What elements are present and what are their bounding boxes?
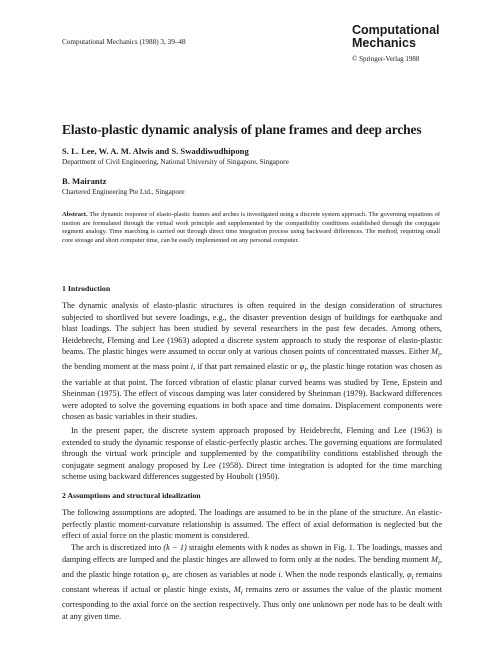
- text-run: , the plastic hinge rotation was chosen as the variable at that point. The forced vibration of elastic planar curved beams was studied by Tene, Epstein and Sheinman (1975). The effect of viscous damping was later considered by Sheinman (1979). Backward differences were adopted to solve the governing equations in both space and time domains. Displacement components were chosen as basic variables in their studies.: [62, 362, 443, 422]
- symbol-phi: φ: [299, 362, 305, 372]
- abstract: [62, 211, 440, 245]
- section-heading-introduction: 1 Introduction: [62, 284, 111, 293]
- intro-paragraph-1: [62, 300, 442, 423]
- assumptions-paragraph-2: [62, 542, 442, 622]
- authors-secondary: B. Mairantz: [62, 176, 107, 186]
- section-heading-assumptions: 2 Assumptions and structural idealization: [62, 491, 201, 500]
- text-run: , and the plastic hinge rotation: [62, 554, 442, 579]
- text-run: nodes as shown in Fig. 1. The loadings, masses and damping effects are lumped and the plastic hinges are allowed to form only at the nodes. The bending moment: [62, 543, 442, 564]
- symbol-sub-i: i: [438, 351, 440, 359]
- symbol-M: M: [431, 347, 439, 357]
- assumptions-paragraph-1: The following assumptions are adopted. The loadings are assumed to be in the plane of the structure. An elastic-perfectly plastic moment-curvature relationship is assumed. The effect of axial deformation is neglected but the effect of axial force on the plastic moment is considered.: [62, 508, 442, 541]
- affiliation-primary: Department of Civil Engineering, National University of Singapore, Singapore: [62, 158, 289, 166]
- journal-brand: [352, 24, 456, 63]
- brand-line-2: Mechanics: [352, 36, 416, 50]
- text-run: , are chosen as variables at node: [167, 569, 279, 579]
- symbol-sub-i: i: [304, 367, 307, 375]
- text-run: . When the node responds elastically,: [280, 569, 408, 579]
- abstract-text: The dynamic response of elasto-plastic frames and arches is investigated using a discrete system approach. The governing equations of motion are formulated through the virtual work principle and supplemented by the compatibility conditions established through the conjugate segment analogy. Time marching is carried out through direct time integration process using backward differences. The method, requiring small core storage and short computer time, can be easily implemented on any personal computer.: [62, 211, 440, 244]
- symbol-sub-i: i: [438, 559, 440, 567]
- symbol-sub-i: i: [240, 589, 243, 597]
- symbol-sub-i: i: [166, 574, 168, 582]
- text-run: straight elements with: [186, 543, 265, 552]
- copyright: © Springer-Verlag 1988: [352, 55, 420, 63]
- text-run: remains constant whereas if actual or plastic hinge exists,: [62, 569, 443, 594]
- text-run: The arch is discretized into: [71, 543, 164, 552]
- symbol-i: i: [190, 362, 194, 372]
- abstract-label: Abstract.: [62, 211, 88, 218]
- text-run: , if that part remained elastic or: [193, 362, 300, 372]
- text-run: remains zero or assumes the value of the plastic moment corresponding to the axial force on the section respectively. Thus only one unknown per node has to be dealt with at any given time.: [62, 584, 442, 621]
- journal-reference: Computational Mechanics (1988) 3, 39–48: [62, 38, 186, 46]
- symbol-M: M: [431, 554, 439, 564]
- brand-line-1: Computational: [352, 23, 440, 37]
- symbol-i: i: [278, 569, 281, 579]
- symbol-phi: φ: [407, 569, 412, 579]
- symbol-phi: φ: [161, 569, 167, 579]
- symbol-k: k: [264, 543, 269, 552]
- symbol-M: M: [233, 584, 241, 594]
- paper-title: Elasto-plastic dynamic analysis of plane frames and deep arches: [62, 122, 422, 137]
- authors-primary: S. L. Lee, W. A. M. Alwis and S. Swaddiwudhipong: [62, 146, 249, 156]
- affiliation-secondary: Chartered Engineering Pte Ltd., Singapore: [62, 188, 185, 196]
- intro-paragraph-2: [62, 425, 442, 483]
- symbol-k-minus-1: (k − 1): [163, 543, 187, 552]
- text-run: In the present paper, the discrete system approach proposed by Heidebrecht, Fleming and Lee (1963) is extended to study the dynamic response of elastic-perfectly plastic arches. The governing equations are formulated through the virtual work principle and supplemented by the compatibility conditions established through the conjugate segment analogy proposed by Lee (1958). Direct time integration is adopted for the time marching scheme using backward differences suggested by Houbolt (1950).: [62, 426, 442, 482]
- text-run: , the bending moment at the mass point: [62, 347, 442, 372]
- symbol-sub-i: i: [411, 574, 414, 582]
- text-run: The dynamic analysis of elasto-plastic structures is often required in the design consideration of structures subjected to shortlived but severe loadings, e.g., the disaster prevention design of buildings for earthquake and blast loadings. The subject has been studied by several researchers in the past few decades. Among others, Heidebrecht, Fleming and Lee (1963) adopted a discrete system approach to study the response of elasto-plastic beams. The plastic hinges were assumed to occur only at various chosen points of concentrated masses. Either: [62, 301, 442, 357]
